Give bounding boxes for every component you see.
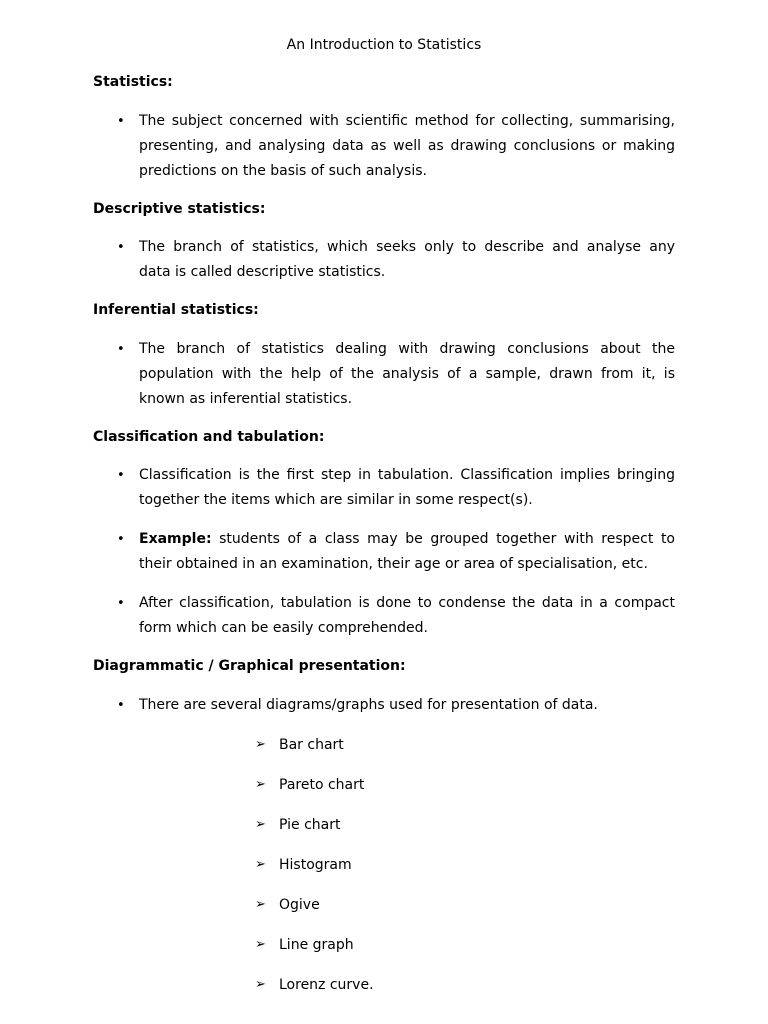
text-line: data is called descriptive statistics. (139, 264, 386, 280)
heading-descriptive-statistics: Descriptive statistics: (93, 201, 266, 217)
page-title: An Introduction to Statistics (286, 37, 482, 53)
heading-classification-tabulation: Classification and tabulation: (93, 429, 325, 445)
text-line: The subject concerned with scientific method for collecting, summarising, (139, 113, 675, 129)
chart-type-item: Histogram (279, 857, 352, 873)
heading-inferential-statistics: Inferential statistics: (93, 302, 259, 318)
inferential-definition (139, 337, 675, 412)
tabulation-point (139, 591, 675, 641)
bullet-icon: • (117, 596, 125, 611)
text-line: The branch of statistics dealing with drawing conclusions about the (139, 341, 675, 357)
text-line: together the items which are similar in some respect(s). (139, 492, 533, 508)
text-line (139, 527, 675, 552)
text-line: After classification, tabulation is done to condense the data in a compact (139, 595, 675, 611)
bullet-icon: • (117, 698, 125, 713)
arrow-bullet-icon: ➢ (255, 857, 266, 872)
text-line: predictions on the basis of such analysis. (139, 163, 427, 179)
classification-example (139, 527, 675, 577)
arrow-bullet-icon: ➢ (255, 817, 266, 832)
bullet-icon: • (117, 240, 125, 255)
diagrams-intro: There are several diagrams/graphs used for presentation of data. (139, 697, 598, 713)
text-line: population with the help of the analysis of a sample, drawn from it, is (139, 366, 675, 382)
example-text: students of a class may be grouped together with respect to (211, 531, 675, 547)
heading-statistics: Statistics: (93, 74, 173, 90)
text-line: The branch of statistics, which seeks only to describe and analyse any (139, 239, 675, 255)
text-line: Classification is the first step in tabulation. Classification implies bringing (139, 467, 675, 483)
heading-diagrammatic-presentation: Diagrammatic / Graphical presentation: (93, 658, 406, 674)
descriptive-definition (139, 235, 675, 285)
chart-type-item: Lorenz curve. (279, 977, 374, 993)
arrow-bullet-icon: ➢ (255, 897, 266, 912)
text-line: their obtained in an examination, their age or area of specialisation, etc. (139, 556, 648, 572)
chart-type-item: Pareto chart (279, 777, 365, 793)
chart-type-item: Bar chart (279, 737, 344, 753)
statistics-definition (139, 109, 675, 184)
chart-type-item: Line graph (279, 937, 354, 953)
text-line: known as inferential statistics. (139, 391, 353, 407)
bullet-icon: • (117, 468, 125, 483)
arrow-bullet-icon: ➢ (255, 977, 266, 992)
example-label: Example: (139, 531, 212, 547)
bullet-icon: • (117, 114, 125, 129)
text-line: form which can be easily comprehended. (139, 620, 428, 636)
text-line: presenting, and analysing data as well as drawing conclusions or making (139, 138, 675, 154)
bullet-icon: • (117, 532, 125, 547)
arrow-bullet-icon: ➢ (255, 737, 266, 752)
chart-type-item: Ogive (279, 897, 320, 913)
arrow-bullet-icon: ➢ (255, 937, 266, 952)
classification-point (139, 463, 675, 513)
bullet-icon: • (117, 342, 125, 357)
chart-type-item: Pie chart (279, 817, 341, 833)
arrow-bullet-icon: ➢ (255, 777, 266, 792)
